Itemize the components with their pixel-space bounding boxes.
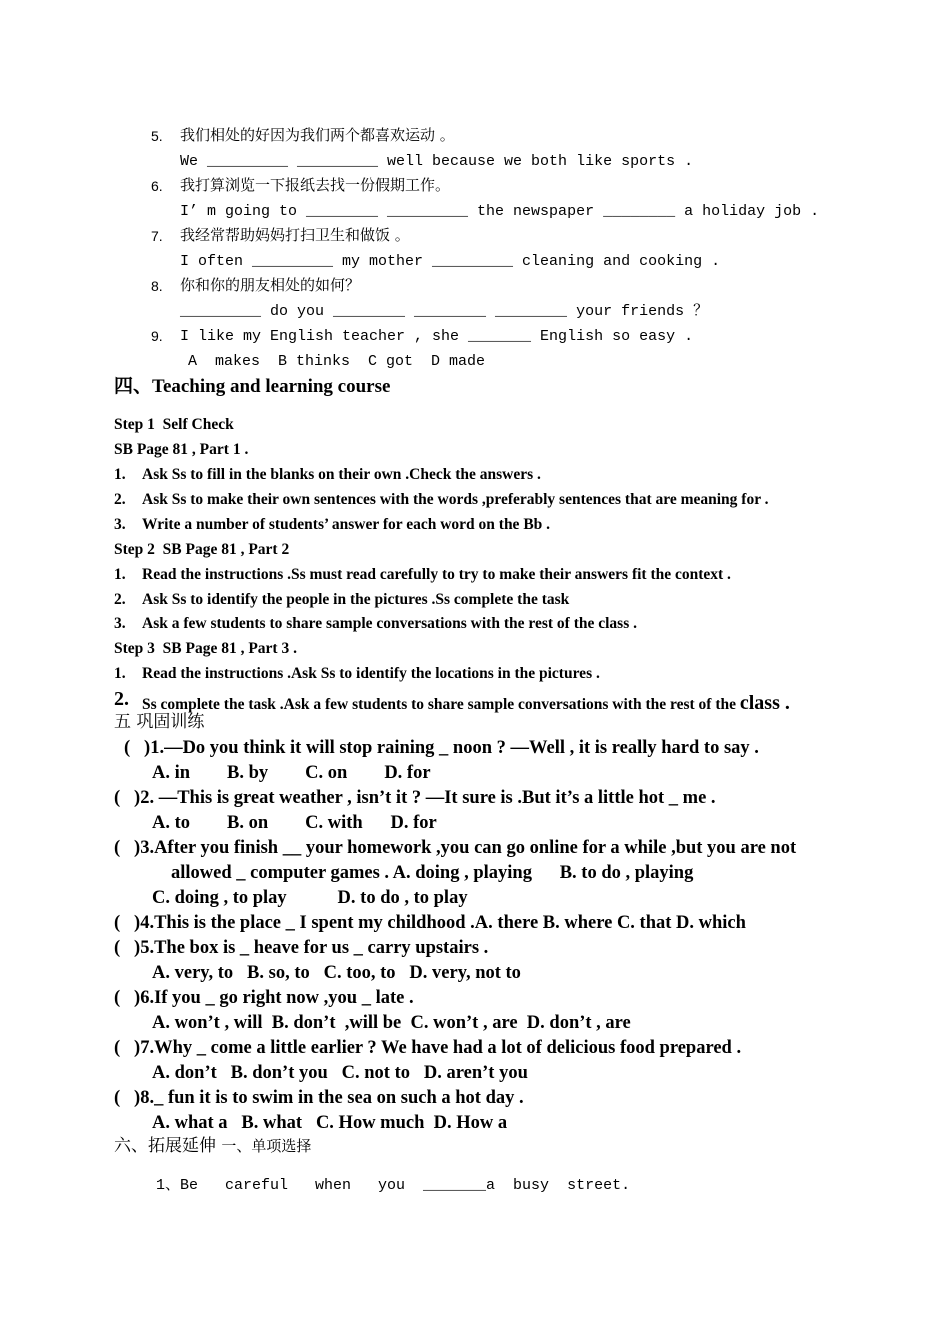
- section-subtitle: 一、单项选择: [221, 1137, 312, 1155]
- answer-options: A. very, to B. so, to C. too, to D. very, not to: [152, 963, 521, 983]
- chinese-prompt: 你和你的朋友相处的如何？: [180, 276, 361, 294]
- section-heading: 五 巩固训练: [114, 712, 205, 732]
- step-subtitle: SB Page 81 , Part 1 .: [114, 441, 249, 458]
- english-sentence: I often _________ my mother _________ cleaning and cooking .: [180, 253, 721, 270]
- question: ( )6.If you _ go right now ,you _ late .: [114, 988, 414, 1008]
- list-item: Ask Ss to make their own sentences with the words ,preferably sentences that are meaning for .: [142, 491, 769, 508]
- answer-options: A. to B. on C. with D. for: [152, 813, 437, 833]
- item-number: 6.: [151, 178, 163, 194]
- item-number: 7.: [151, 228, 163, 244]
- question: ( )4.This is the place _ I spent my childhood .A. there B. where C. that D. which: [114, 913, 746, 933]
- english-sentence: We _________ _________ well because we both like sports .: [180, 153, 694, 170]
- list-number: 1.: [114, 466, 126, 483]
- step-title: Step 1 Self Check: [114, 416, 234, 433]
- list-number: 1.: [114, 566, 126, 583]
- section-title: Teaching and learning course: [152, 376, 391, 397]
- question: ( )1.—Do you think it will stop raining _ noon ? —Well , it is really hard to say .: [124, 738, 759, 758]
- english-sentence: _________ do you ________ ________ ________ your friends ？: [180, 303, 709, 320]
- question: ( )5.The box is _ heave for us _ carry upstairs .: [114, 938, 489, 958]
- list-number: 2.: [114, 491, 126, 508]
- list-item: Read the instructions .Ask Ss to identify the locations in the pictures .: [142, 665, 600, 682]
- section-title: 六、拓展延伸: [114, 1136, 222, 1156]
- list-item-text: Ss complete the task .Ask a few students to share sample conversations with the rest of the: [142, 696, 740, 713]
- section-heading: [114, 1138, 311, 1155]
- list-number: 3.: [114, 516, 126, 533]
- list-number: 2.: [114, 591, 126, 608]
- list-item: Ask Ss to fill in the blanks on their own .Check the answers .: [142, 466, 541, 483]
- answer-options: A. won’t , will B. don’t ,will be C. won’t , are D. don’t , are: [152, 1013, 631, 1033]
- question: 1、Be careful when you _______a busy street.: [156, 1177, 631, 1194]
- chinese-prompt: 我打算浏览一下报纸去找一份假期工作。: [180, 176, 451, 194]
- list-item: [142, 693, 790, 713]
- question: ( )3.After you finish __ your homework ,you can go online for a while ,but you are not: [114, 838, 797, 858]
- question: allowed _ computer games . A. doing , playing B. to do , playing: [171, 863, 694, 883]
- english-sentence: I like my English teacher , she _______ English so easy .: [180, 328, 694, 345]
- section-number: 四、: [114, 376, 153, 397]
- list-number: 1.: [114, 665, 126, 682]
- list-item: Ask a few students to share sample conversations with the rest of the class .: [142, 615, 637, 632]
- list-number: 2.: [114, 688, 129, 710]
- list-item: Read the instructions .Ss must read carefully to try to make their answers fit the context .: [142, 566, 731, 583]
- question: ( )2. —This is great weather , isn’t it ? —It sure is .But it’s a little hot _ me .: [114, 788, 716, 808]
- chinese-prompt: 我们相处的好因为我们两个都喜欢运动 。: [180, 126, 455, 144]
- list-item: Write a number of students’ answer for each word on the Bb .: [142, 516, 551, 533]
- question: ( )8._ fun it is to swim in the sea on such a hot day .: [114, 1088, 524, 1108]
- answer-options: C. doing , to play D. to do , to play: [152, 888, 468, 908]
- item-number: 8.: [151, 278, 163, 294]
- list-number: 3.: [114, 615, 126, 632]
- list-item: Ask Ss to identify the people in the pictures .Ss complete the task: [142, 591, 570, 608]
- item-number: 5.: [151, 128, 163, 144]
- answer-options: A. don’t B. don’t you C. not to D. aren’t you: [152, 1063, 528, 1083]
- question: ( )7.Why _ come a little earlier ? We have had a lot of delicious food prepared .: [114, 1038, 742, 1058]
- item-number: 9.: [151, 328, 163, 344]
- chinese-prompt: 我经常帮助妈妈打扫卫生和做饭 。: [180, 226, 410, 244]
- answer-options: A makes B thinks C got D made: [188, 353, 486, 370]
- english-sentence: I’ m going to ________ _________ the newspaper ________ a holiday job .: [180, 203, 820, 220]
- answer-options: A. in B. by C. on D. for: [152, 763, 431, 783]
- answer-options: A. what a B. what C. How much D. How a: [152, 1113, 508, 1133]
- section-heading: [114, 377, 390, 396]
- list-item-tail: class .: [739, 692, 790, 714]
- step-title: Step 2 SB Page 81 , Part 2: [114, 541, 290, 558]
- step-title: Step 3 SB Page 81 , Part 3 .: [114, 640, 297, 657]
